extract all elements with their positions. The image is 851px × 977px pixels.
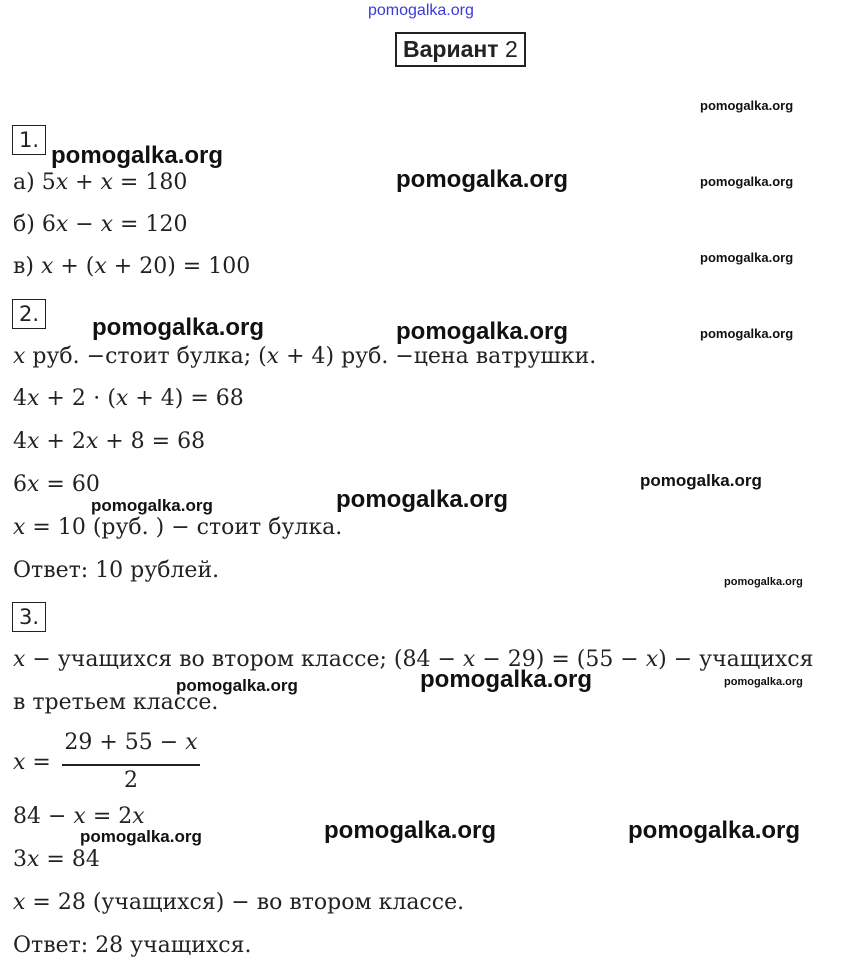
task-1-equation-c: в) 𝑥 + (𝑥 + 20) = 100: [13, 254, 251, 279]
task-2-line-1: 𝑥 руб. −стоит булка; (𝑥 + 4) руб. −цена ватрушки.: [13, 344, 597, 369]
watermark: pomogalka.org: [51, 142, 224, 169]
watermark: pomogalka.org: [176, 676, 298, 695]
task-2-line-3: 4𝑥 + 2𝑥 + 8 = 68: [13, 429, 206, 454]
task-2-line-5: 𝑥 = 10 (руб. ) − стоит булка.: [13, 515, 343, 540]
watermark: pomogalka.org: [91, 496, 213, 515]
watermark: pomogalka.org: [92, 314, 265, 341]
task-3-line-2: в третьем классе.: [13, 690, 219, 715]
fraction-denominator: 2: [124, 768, 138, 793]
top-watermark: pomogalka.org: [368, 2, 474, 19]
variant-title-label: Вариант: [403, 36, 499, 62]
variant-title-number: 2: [504, 36, 518, 62]
task-3-line-5: 𝑥 = 28 (учащихся) − во втором классе.: [13, 890, 465, 915]
watermark: pomogalka.org: [724, 576, 803, 588]
watermark: pomogalka.org: [420, 666, 593, 693]
watermark: pomogalka.org: [396, 166, 569, 193]
task-2-number: 2.: [12, 299, 46, 329]
task-1-number: 1.: [12, 125, 46, 155]
watermark: pomogalka.org: [80, 827, 202, 846]
watermark: pomogalka.org: [396, 318, 569, 345]
watermark: pomogalka.org: [324, 817, 497, 844]
fraction-numerator: 29 + 55 − 𝑥: [64, 730, 198, 755]
watermark: pomogalka.org: [700, 326, 794, 341]
task-3-answer: Ответ: 28 учащихся.: [13, 933, 252, 958]
watermark: pomogalka.org: [336, 486, 509, 513]
variant-title: [395, 32, 526, 67]
fraction-lhs: 𝑥 =: [13, 750, 51, 775]
task-3-line-3: 84 − 𝑥 = 2𝑥: [13, 804, 145, 829]
watermark: pomogalka.org: [700, 98, 794, 113]
task-2-line-4: 6𝑥 = 60: [13, 472, 100, 497]
task-2-answer: Ответ: 10 рублей.: [13, 558, 220, 583]
task-1-equation-a: а) 5𝑥 + 𝑥 = 180: [13, 170, 188, 195]
task-3-line-1: 𝑥 − учащихся во втором классе; (84 − 𝑥 − 29) = (55 − 𝑥) − учащихся: [13, 647, 814, 672]
task-1-equation-b: б) 6𝑥 − 𝑥 = 120: [13, 212, 188, 237]
watermark: pomogalka.org: [724, 676, 803, 688]
task-3-line-4: 3𝑥 = 84: [13, 847, 100, 872]
watermark: pomogalka.org: [700, 174, 794, 189]
watermark: pomogalka.org: [628, 817, 801, 844]
task-3-number: 3.: [12, 602, 46, 632]
watermark: pomogalka.org: [700, 250, 794, 265]
task-2-line-2: 4𝑥 + 2 ⋅ (𝑥 + 4) = 68: [13, 386, 244, 411]
watermark: pomogalka.org: [640, 471, 762, 490]
